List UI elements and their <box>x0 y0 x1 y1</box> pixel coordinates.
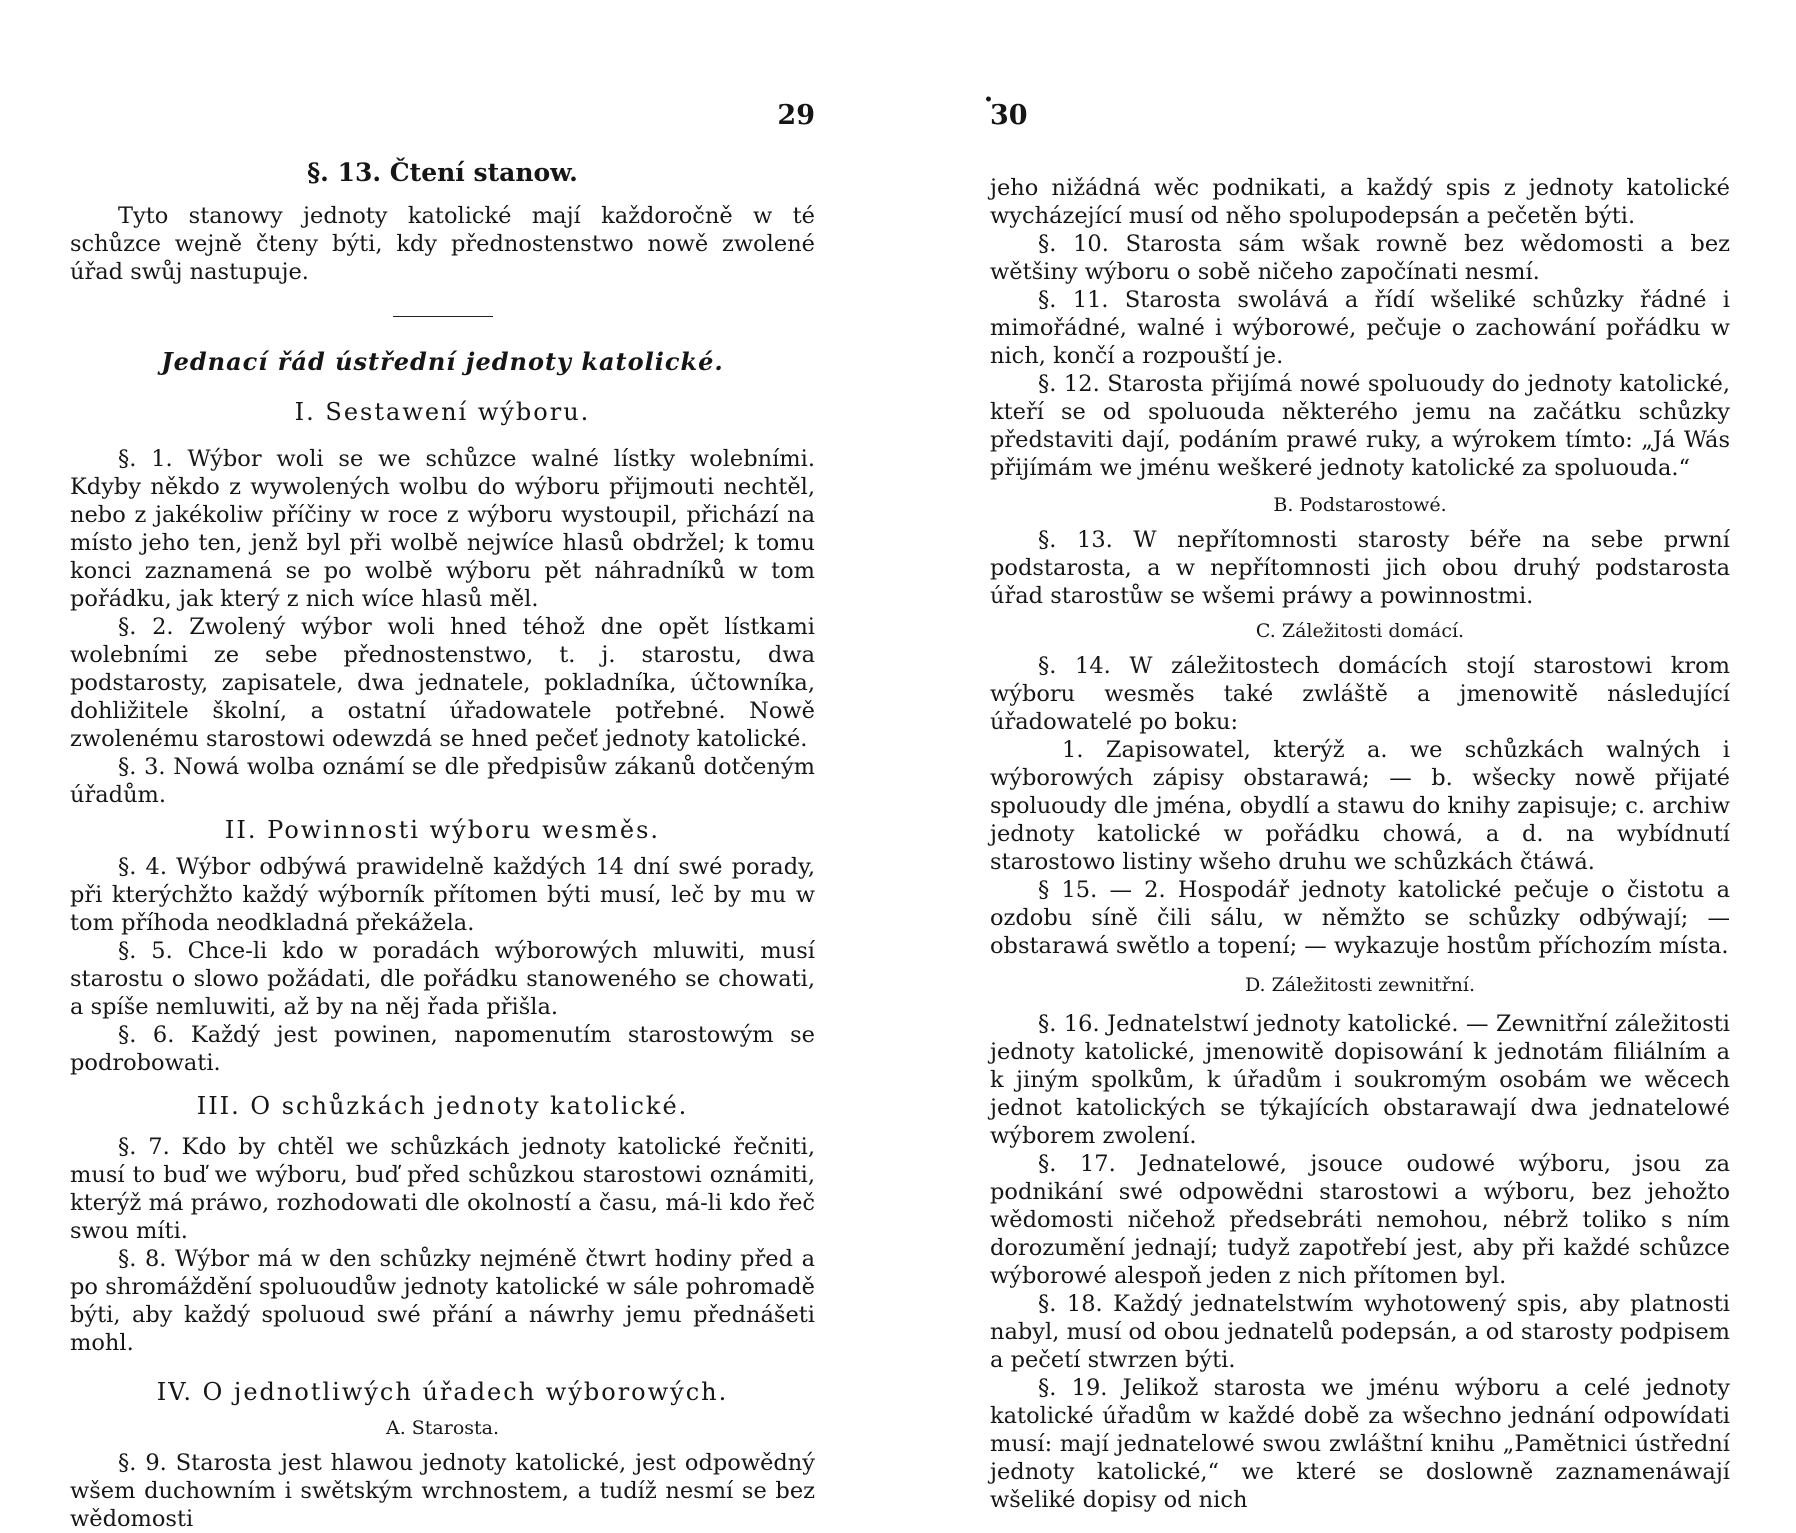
rules-title: Jednací řád ústřední jednoty katolické. <box>161 347 724 376</box>
paragraph-14: §. 14. W záležitostech domácích stojí starostowi krom wýboru wesměs také zwláště a jmenowitě následující úřadowatelé po boku: <box>990 653 1730 735</box>
paragraph-13: §. 13. W nepřítomnosti starosty béře na sebe prwní podstarosta, a w nepřítomnosti jich obou druhý podstarosta úřad starostůw se wšemi práwy a powinnostmi. <box>990 527 1730 609</box>
subsection-b-heading: B. Podstarostowé. <box>1273 494 1447 516</box>
page-number-left: 29 <box>777 100 815 131</box>
chapter-4-heading: IV. O jednotliwých úřadech wýborowých. <box>156 1378 729 1406</box>
paragraph-5: §. 5. Chce-li kdo w poradách wýborowých mluwiti, musí starostu o slowo požádati, dle pořádku stanoweného se chowati, a spíše nemluwiti, až by na něj řada přišla. <box>70 938 815 1020</box>
paragraph-4: §. 4. Wýbor odbýwá prawidelně každých 14 dní swé porady, při kterýchžto každý wýborník přítomen býti musí, leč by mu w tom příhoda neodkladná překážela. <box>70 854 815 936</box>
paragraph-16: §. 16. Jednatelstwí jednoty katolické. — Zewnitřní záležitosti jednoty katolické, jmenowitě dopisowání k jednotám filiálním a k jiným spolkům, k úřadům i soukromým osobám we wěcech jednot katolických se týkajících obstarawají dwa jednatelowé wýborem zwolení. <box>990 1011 1730 1149</box>
section-13-heading: §. 13. Čtení stanow. <box>307 158 578 187</box>
paragraph-11: §. 11. Starosta swolává a řídí wšeliké schůzky řádné i mimořádné, walné i wýborowé, pečuje o zachowání pořádku w nich, končí a rozpouští je. <box>990 287 1730 369</box>
chapter-2-heading: II. Powinnosti wýboru wesměs. <box>224 816 661 844</box>
page-number-right-text: 30 <box>990 100 1028 131</box>
paragraph-15: § 15. — 2. Hospodář jednoty katolické pečuje o čistotu a ozdobu síně čili sálu, w němžto se schůzky odbýwají; — obstarawá swětlo a topení; — wykazuje hostům příchozím místa. <box>990 877 1730 959</box>
paragraph-14-item-1: 1. Zapisowatel, kterýž a. we schůzkách walných i wýborowých zápisy obstarawá; — b. wšecky nowě přijaté spoluoudy dle jména, obydlí a stawu do knihy zapisuje; c. archiw jednoty katolické w pořádku chowá, a d. na wybídnutí starostowo listiny wšeho druhu we schůzkách čtáwá. <box>990 737 1730 875</box>
paragraph-9: §. 9. Starosta jest hlawou jednoty katolické, jest odpowědný wšem duchowním i swětským wrchnostem, a tudíž nesmí se bez wědomosti <box>70 1450 815 1532</box>
paragraph-12: §. 12. Starosta přijímá nowé spoluoudy do jednoty katolické, kteří se od spoluouda některého jemu na začátku schůzky představiti dají, podáním prawé ruky, a wýrokem tímto: „Já Wás přijímám we jménu weškeré jednoty katolické za spoluouda.“ <box>990 371 1730 481</box>
paragraph-10: §. 10. Starosta sám wšak rowně bez wědomosti a bez wětšiny wýboru o sobě ničeho započínati nesmí. <box>990 231 1730 285</box>
subsection-c-heading: C. Záležitosti domácí. <box>1255 620 1465 642</box>
paragraph-8: §. 8. Wýbor má w den schůzky nejméně čtwrt hodiny před a po shromáždění spoluoudůw jednoty katolické w sále pohromadě býti, aby každý spoluoud swé přání a náwrhy jemu přednášeti mohl. <box>70 1246 815 1356</box>
paragraph-3: §. 3. Nowá wolba oznámí se dle předpisůw zákanů dotčeným úřadům. <box>70 754 815 808</box>
chapter-1-heading: I. Sestawení wýboru. <box>294 398 591 426</box>
paragraph-19: §. 19. Jelikož starosta we jménu wýboru a celé jednoty katolické úřadům w každé době za wšechno jednání odpowídati musí: mají jednatelowé swou zwláštní knihu „Pamětnici ústřední jednoty katolické,“ we které se doslowně zaznamenáwají wšeliké dopisy od nich <box>990 1375 1730 1513</box>
subsection-a-heading: A. Starosta. <box>385 1417 500 1439</box>
page-number-right <box>984 92 1028 131</box>
paragraph-1: §. 1. Wýbor woli se we schůzce walné lístky wolebními. Kdyby někdo z wywolených wolbu do wýboru přijmouti nechtěl, nebo z jakékoliw příčiny w roce z wýboru wystoupil, přichází na místo jeho ten, jenž byl při wolbě nejwíce hlasů obdržel; k tomu konci zaznamená se po wolbě wýboru pět náhradníků w tom pořádku, jak který z nich wíce hlasů měl. <box>70 446 815 612</box>
paragraph-7: §. 7. Kdo by chtěl we schůzkách jednoty katolické řečniti, musí to buď we wýboru, buď před schůzkou starostowi oznámiti, kterýž má práwo, rozhodowati dle okolností a času, má-li kdo řeč swou míti. <box>70 1134 815 1244</box>
divider-rule <box>393 316 493 317</box>
paragraph-17: §. 17. Jednatelowé, jsouce oudowé wýboru, jsou za podnikání swé odpowědni starostowi a wýboru, bez jehožto wědomosti ničehož předsebráti nemohou, nébrž toliko s ním dorozumění jednají; tudyž zapotřebí jest, aby při každé schůzce wýborowé alespoň jeden z nich přítomen byl. <box>990 1151 1730 1289</box>
ink-dot: • <box>984 92 993 108</box>
paragraph-18: §. 18. Každý jednatelstwím wyhotowený spis, aby platnosti nabyl, musí od obou jednatelů podepsán, a od starosty podpisem a pečetí stwrzen býti. <box>990 1291 1730 1373</box>
paragraph-6: §. 6. Každý jest powinen, napomenutím starostowým se podrobowati. <box>70 1022 815 1076</box>
chapter-3-heading: III. O schůzkách jednoty katolické. <box>196 1092 689 1120</box>
paragraph-9-continued: jeho nižádná wěc podnikati, a každý spis z jednoty katolické wycházející musí od něho spolupodepsán a pečetěn býti. <box>990 175 1730 229</box>
right-page-body <box>990 174 1730 1514</box>
section-13-text: Tyto stanowy jednoty katolické mají každoročně w té schůzce wejně čteny býti, kdy přednostenstwo nowě zwolené úřad swůj nastupuje. <box>70 203 815 285</box>
left-page-body <box>70 158 815 1533</box>
subsection-d-heading: D. Záležitosti zewnitřní. <box>1244 974 1476 996</box>
paragraph-2: §. 2. Zwolený wýbor woli hned téhož dne opět lístkami wolebními ze sebe přednostenstwo, t. j. starostu, dwa podstarosty, zapisatele, dwa jednatele, pokladníka, účtowníka, dohližitele školní, a ostatní úřadowatele potřebné. Nowě zwolenému starostowi odewzdá se hned pečeť jednoty katolické. <box>70 614 815 752</box>
